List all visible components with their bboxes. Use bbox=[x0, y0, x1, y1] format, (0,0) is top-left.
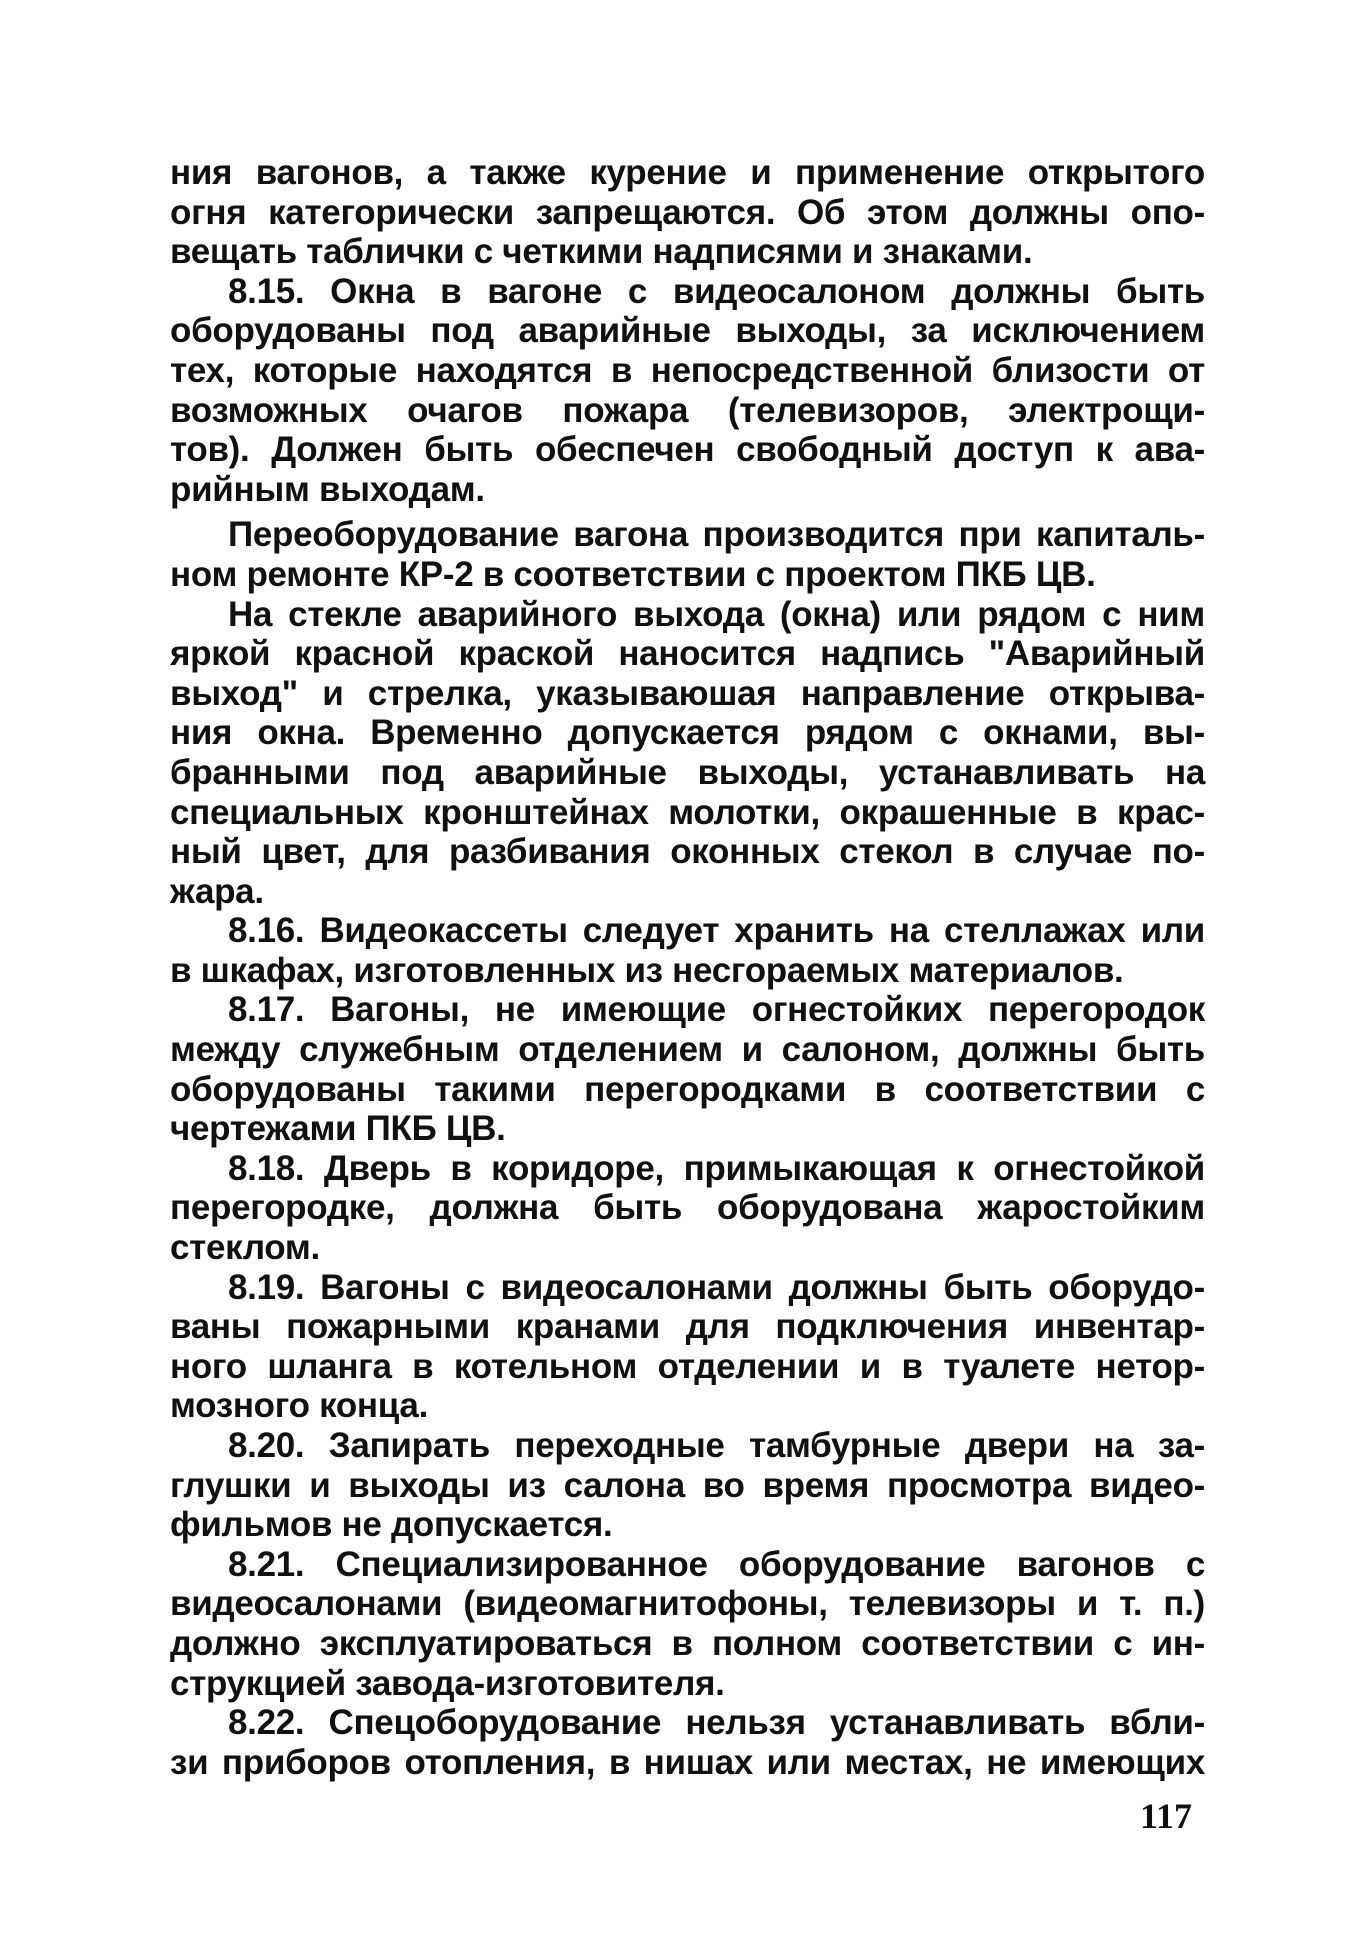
page-number: 117 bbox=[1140, 1796, 1193, 1836]
paragraph bbox=[170, 153, 1205, 272]
text-line: выход" и стрелка, указываюшая направление открыва- bbox=[170, 673, 1205, 713]
text-line: 8.21. Специализированное оборудование вагонов с bbox=[228, 1544, 1205, 1584]
paragraph bbox=[170, 272, 1205, 510]
body-text bbox=[170, 153, 1205, 1782]
text-line: бранными под аварийные выходы, устанавливать на bbox=[170, 752, 1205, 792]
text-line: ном ремонте КР-2 в соответствии с проектом ПКБ ЦВ. bbox=[170, 554, 1096, 594]
text-line: специальных кронштейнах молотки, окрашенные в крас- bbox=[170, 792, 1205, 832]
text-line: 8.19. Вагоны с видеосалонами должны быть оборудо- bbox=[228, 1267, 1205, 1307]
text-line: между служебным отделением и салоном, должны быть bbox=[170, 1030, 1205, 1070]
paragraph bbox=[170, 1149, 1205, 1268]
text-line: ного шланга в котельном отделении и в туалете нетор- bbox=[170, 1346, 1205, 1386]
text-line: ваны пожарными кранами для подключения инвентар- bbox=[170, 1307, 1205, 1347]
text-line: жара. bbox=[170, 871, 264, 911]
paragraph bbox=[170, 595, 1205, 912]
text-line: 8.22. Спецоборудование нельзя устанавливать вбли- bbox=[228, 1703, 1205, 1743]
text-line: ния вагонов, а также курение и применение открытого bbox=[170, 153, 1205, 192]
text-line: зи приборов отопления, в нишах или местах, не имеющих bbox=[170, 1742, 1205, 1782]
paragraph bbox=[170, 1703, 1205, 1782]
text-line: ный цвет, для разбивания оконных стекол в случае по- bbox=[170, 832, 1205, 872]
paragraph bbox=[170, 1545, 1205, 1703]
paragraph bbox=[170, 1426, 1205, 1545]
text-line: рийным выходам. bbox=[170, 469, 485, 509]
paragraph bbox=[170, 515, 1205, 594]
text-line: Переоборудование вагона производится при капиталь- bbox=[228, 515, 1205, 555]
text-line: 8.20. Запирать переходные тамбурные двери на за- bbox=[228, 1426, 1205, 1465]
text-line: перегородке, должна быть оборудована жаростойким bbox=[170, 1188, 1205, 1228]
text-line: в шкафах, изготовленных из несгораемых материалов. bbox=[170, 950, 1124, 990]
text-line: 8.15. Окна в вагоне с видеосалоном должны быть bbox=[228, 271, 1205, 311]
text-line: возможных очагов пожара (телевизоров, электрощи- bbox=[170, 390, 1205, 430]
text-line: 8.18. Дверь в коридоре, примыкающая к огнестойкой bbox=[228, 1148, 1205, 1188]
text-line: мозного конца. bbox=[170, 1386, 428, 1426]
paragraph bbox=[170, 911, 1205, 990]
text-line: фильмов не допускается. bbox=[170, 1505, 613, 1545]
text-line: 8.16. Видеокассеты следует хранить на стеллажах или bbox=[228, 911, 1205, 951]
text-line: тех, которые находятся в непосредственной близости от bbox=[170, 350, 1205, 390]
text-line: чертежами ПКБ ЦВ. bbox=[170, 1109, 506, 1149]
text-line: оборудованы такими перегородками в соответствии с bbox=[170, 1069, 1205, 1109]
text-line: вещать таблички с четкими надписями и знаками. bbox=[170, 232, 1033, 272]
text-line: оборудованы под аварийные выходы, за исключением bbox=[170, 311, 1205, 351]
paragraph bbox=[170, 990, 1205, 1148]
text-line: глушки и выходы из салона во время просмотра видео- bbox=[170, 1465, 1205, 1505]
text-line: На стекле аварийного выхода (окна) или рядом с ним bbox=[228, 594, 1205, 634]
text-line: тов). Должен быть обеспечен свободный доступ к ава- bbox=[170, 430, 1205, 470]
text-line: огня категорически запрещаются. Об этом должны опо- bbox=[170, 192, 1205, 232]
text-line: должно эксплуатироваться в полном соответствии с ин- bbox=[170, 1623, 1205, 1663]
text-line: 8.17. Вагоны, не имеющие огнестойких перегородок bbox=[228, 990, 1205, 1030]
text-line: видеосалонами (видеомагнитофоны, телевизоры и т. п.) bbox=[170, 1584, 1205, 1624]
text-line: стеклом. bbox=[170, 1228, 320, 1268]
text-line: ния окна. Временно допускается рядом с окнами, вы- bbox=[170, 713, 1205, 753]
paragraph bbox=[170, 1268, 1205, 1426]
text-line: яркой красной краской наносится надпись "Аварийный bbox=[170, 634, 1205, 674]
text-line: струкцией завода-изготовителя. bbox=[170, 1663, 725, 1703]
